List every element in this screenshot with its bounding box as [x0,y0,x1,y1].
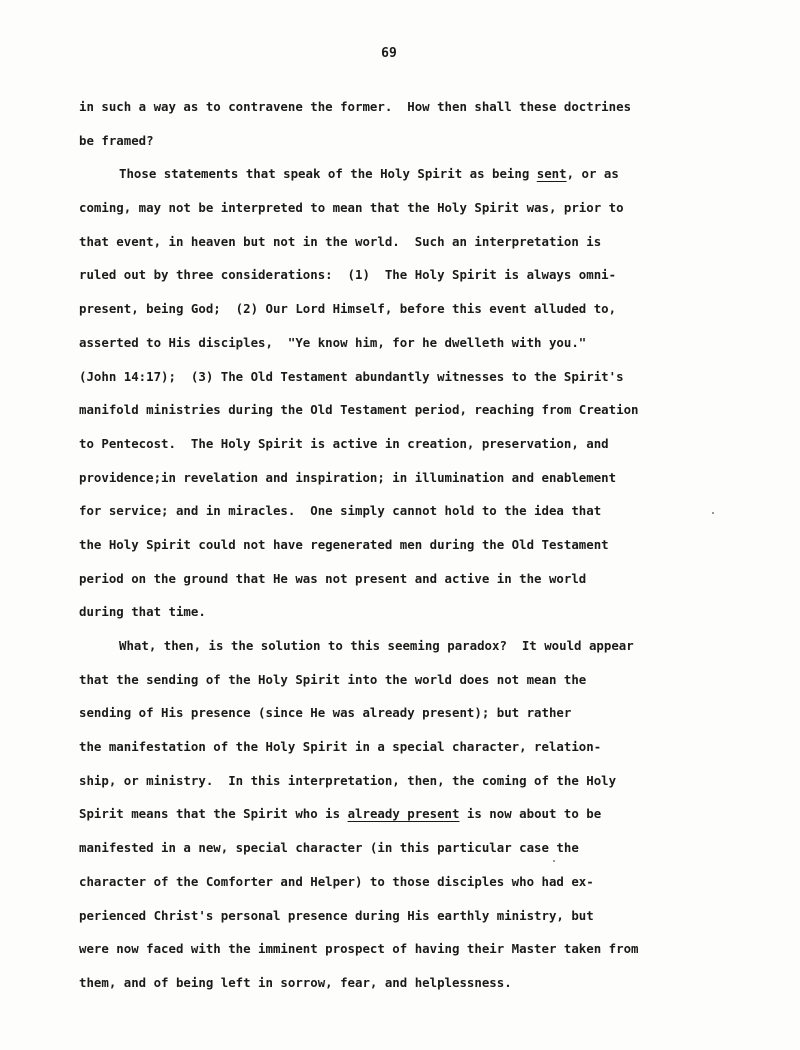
text-line: during that time. [79,604,206,620]
body-text [79,90,769,1000]
text-line: them, and of being left in sorrow, fear, and helplessness. [79,974,512,990]
text-line: coming, may not be interpreted to mean that the Holy Spirit was, prior to [79,200,624,216]
text-line: period on the ground that He was not present and active in the world [79,570,587,586]
text-segment: Those statements that speak of the Holy Spirit as being [119,166,537,182]
text-line: asserted to His disciples, "Ye know him, for he dwelleth with you." [79,334,587,350]
text-segment: Spirit means that the Spirit who is [79,806,348,822]
text-line: manifested in a new, special character (in this particular case the [79,840,579,856]
text-line: sending of His presence (since He was already present); but rather [79,705,572,721]
page-number: 69 [381,46,397,61]
text-line: What, then, is the solution to this seeming paradox? It would appear [119,638,634,653]
text-segment: is now about to be [459,806,602,822]
text-line: manifold ministries during the Old Testament period, reaching from Creation [79,402,639,418]
text-line: for service; and in miracles. One simply cannot hold to the idea that [79,503,602,519]
text-line: perienced Christ's personal presence during His earthly ministry, but [79,907,594,923]
text-line [79,157,769,191]
text-line: providence;in revelation and inspiration; in illumination and enablement [79,469,617,485]
text-line: (John 14:17); (3) The Old Testament abundantly witnesses to the Spirit's [79,368,624,384]
scan-speck [712,512,714,514]
text-line: ruled out by three considerations: (1) The Holy Spirit is always omni- [79,267,617,283]
text-line: present, being God; (2) Our Lord Himself, before this event alluded to, [79,301,617,317]
text-line [79,797,769,831]
text-line: that the sending of the Holy Spirit into the world does not mean the [79,671,587,687]
text-line: character of the Comforter and Helper) to those disciples who had ex- [79,873,594,889]
underlined-text: sent [536,166,567,182]
text-line: ship, or ministry. In this interpretation, then, the coming of the Holy [79,772,617,788]
scan-speck [553,860,555,862]
text-line: the manifestation of the Holy Spirit in a special character, relation- [79,739,602,755]
text-segment: , or as [566,166,619,182]
text-line: were now faced with the imminent prospect of having their Master taken from [79,941,639,957]
text-line: in such a way as to contravene the former. How then shall these doctrines [79,99,632,114]
text-line: the Holy Spirit could not have regenerated men during the Old Testament [79,536,609,552]
text-line: be framed? [79,132,154,148]
underlined-text: already present [347,806,460,822]
text-line: that event, in heaven but not in the world. Such an interpretation is [79,233,602,249]
text-line: to Pentecost. The Holy Spirit is active in creation, preservation, and [79,435,609,451]
